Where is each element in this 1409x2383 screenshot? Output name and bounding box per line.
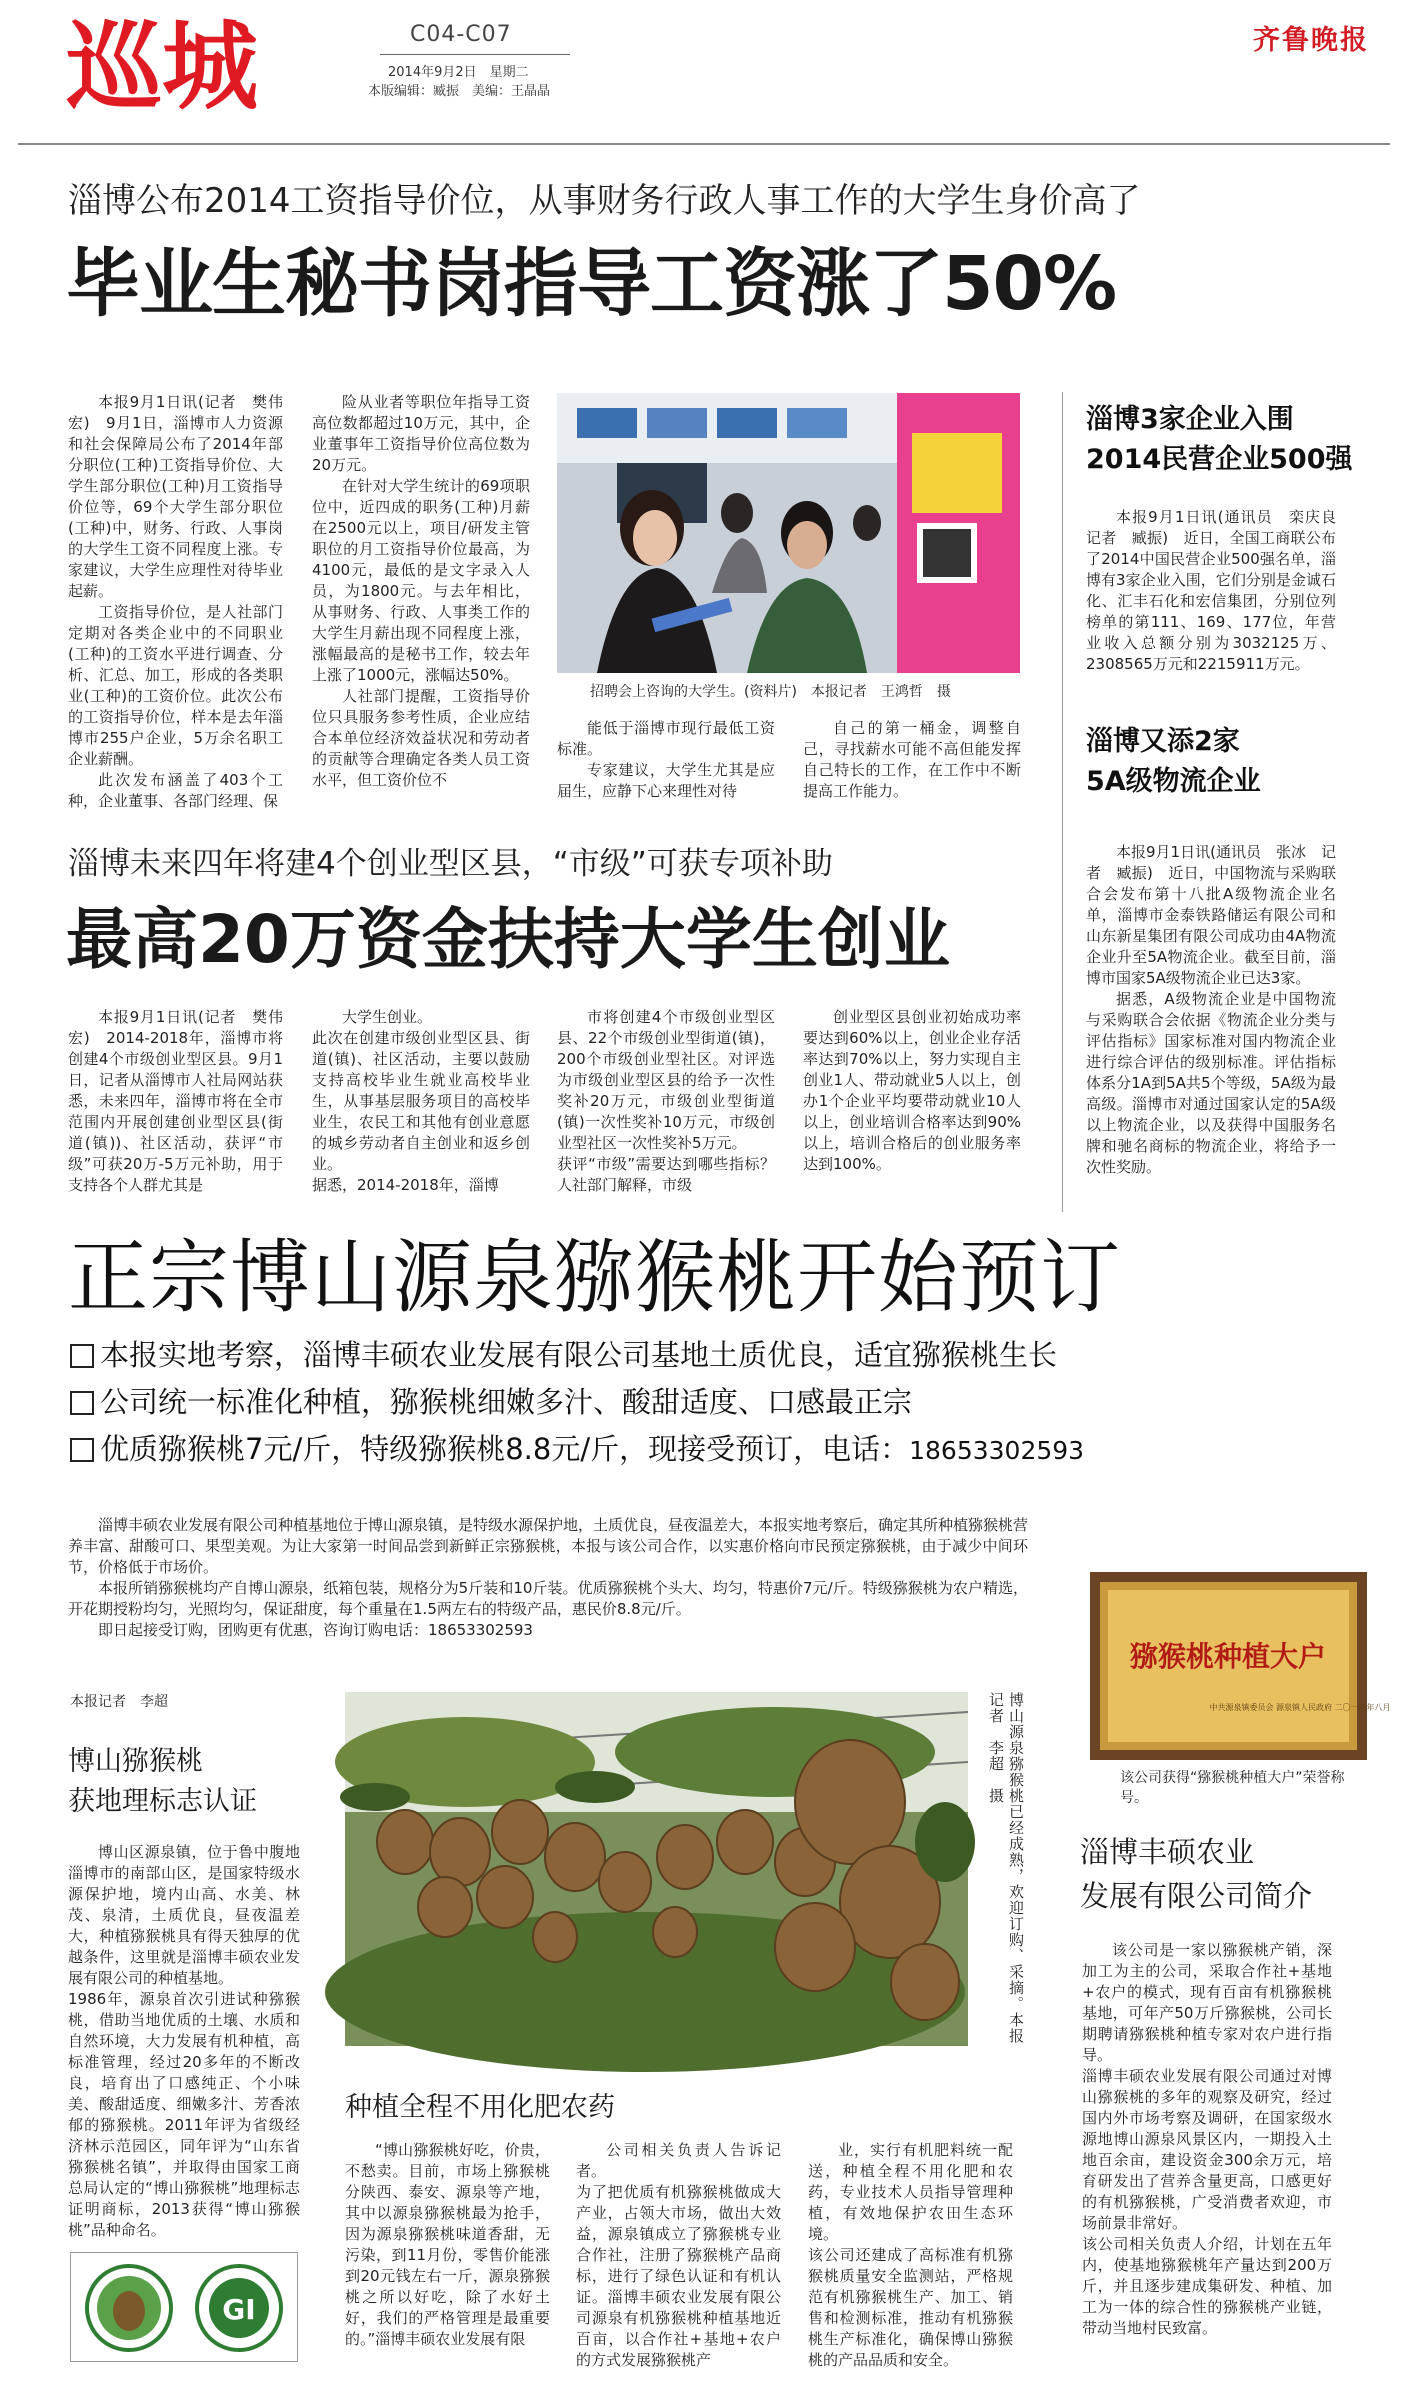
editors-line: 本版编辑：臧振 美编：王晶晶 xyxy=(368,84,551,99)
article2-col2: 大学生创业。 此次在创建市级创业型区县、街道(镇)、社区活动，主要以鼓励支持高校毕业生就业高校毕业生，从事基层服务项目的高校毕业生，农民工和其他有创业意愿的城乡劳动者自主创业和返乡创业。 据悉，2014-2018年，淄博 xyxy=(312,1008,530,1194)
svg-text:中共源泉镇委员会 源泉镇人民政府 二〇一四年八月: 中共源泉镇委员会 源泉镇人民政府 二〇一四年八月 xyxy=(1209,1703,1391,1712)
mid-title: 种植全程不用化肥农药 xyxy=(345,2092,615,2123)
kiwi-photo-vertical-caption: 博山源泉猕猴桃已经成熟，欢迎订购、采摘。本报记者 李超 摄 xyxy=(987,1692,1025,2044)
job-fair-photo xyxy=(557,393,1020,673)
article2-col3: 市将创建4个市级创业型区县、22个市级创业型街道(镇)，200个市级创业型社区。对评选为市级创业型区县的给予一次性奖补20万元，市级创业型街道(镇)一次性奖补10万元，市级创业型社区一次性奖补5万元。 获评“市级”需要达到哪些指标？人社部门解释，市级 xyxy=(557,1008,775,1194)
svg-text:猕猴桃种植大户: 猕猴桃种植大户 xyxy=(1129,1640,1327,1673)
article1-col3: 能低于淄博市现行最低工资标准。 专家建议，大学生尤其是应届生，应静下心来理性对待 xyxy=(557,719,775,800)
paper-name: 齐鲁晚报 xyxy=(1253,25,1369,56)
award-caption: 该公司获得“猕猴桃种植大户”荣誉称号。 xyxy=(1120,1770,1345,1806)
article1-col2: 险从业者等职位年指导工资高位数都超过10万元，其中，企业董事年工资指导价位高位数为20万元。 在针对大学生统计的69项职位中，近四成的职务(工种)月薪在2500元以上，项目/研发主管职位的月工资指导价位最高，为4100元，最低的是文字录入人员，为1800元。与去年相比，从事财务、行政、人事类工作的大学生月薪出现不同程度上涨，涨幅最高的是秘书工作，较去年上涨了1000元，涨幅达50%。 人社部门提醒，工资指导价位只具服务参考性质，企业应结合本单位经济效益状况和劳动者的贡献等合理确定各类人员工资水平，但工资价位不 xyxy=(312,393,530,789)
left-body: 博山区源泉镇，位于鲁中腹地淄博市的南部山区，是国家特级水源保护地，境内山高、水美、林茂、泉清，土质优良，昼夜温差大，种植猕猴桃具有得天独厚的优越条件，这里就是淄博丰硕农业发展有限公司的种植基地。 1986年，源泉首次引进试种猕猴桃，借助当地优质的土壤、水质和自然环境，大力发展有机种植，高标准管理，经过20多年的不断改良，培育出了口感纯正、个小味美、酸甜适度、细嫩多汁、芳香浓郁的猕猴桃。2011年评为省级经济林示范园区，同年评为“山东省猕猴桃名镇”，并取得由国家工商总局认定的“博山猕猴桃”地理标志证明商标，2013获得“博山猕猴桃”品种命名。 xyxy=(68,1843,300,2239)
mid-col1: “博山猕猴桃好吃，价贵，不愁卖。目前，市场上猕猴桃分陕西、泰安、源泉等产地，其中以源泉猕猴桃最为抢手，因为源泉猕猴桃味道香甜，无污染，到11月份，零售价能涨到20元钱左右一斤，源泉猕猴桃之所以好吃，除了水好土好，我们的严格管理是最重要的。”淄博丰硕农业发展有限 xyxy=(345,2141,550,2348)
promo-bullet-1: 本报实地考察，淄博丰硕农业发展有限公司基地土质优良，适宜猕猴桃生长 xyxy=(70,1333,1057,1377)
checkbox-square-icon xyxy=(70,1391,94,1415)
checkbox-square-icon xyxy=(70,1438,94,1462)
side1-body: 本报9月1日讯(通讯员 栾庆良 记者 臧振) 近日，全国工商联公布了2014中国民营企业500强名单，淄博有3家企业入围，它们分别是金诚石化、汇丰石化和宏信集团，分别位列榜单的第111、169、177位，年营业收入总额分别为3032125万、2308565万元和2215911万元。 xyxy=(1086,508,1352,673)
article2-headline: 最高20万资金扶持大学生创业 xyxy=(66,901,950,978)
promo-bullet-2: 公司统一标准化种植，猕猴桃细嫩多汁、酸甜适度、口感最正宗 xyxy=(70,1380,912,1424)
promo-bullet-3: 优质猕猴桃7元/斤，特级猕猴桃8.8元/斤，现接受预订，电话：18653302593 xyxy=(70,1427,1084,1473)
article1-col1: 本报9月1日讯(记者 樊伟宏) 9月1日，淄博市人力资源和社会保障局公布了2014年部分职位(工种)工资指导价位、大学生部分职位(工种)月工资指导价位等，69个大学生部分职位(工种)中，财务、行政、人事岗的大学生工资不同程度上涨。专家建议，大学生应理性对待毕业起薪。 工资指导价位，是人社部门定期对各类企业中的不同职业(工种)的工资水平进行调查、分析、汇总、加工，形成的各类职业(工种)的工资价位。此次公布的工资指导价位，样本是去年淄博市255户企业，5万余名职工企业薪酬。 此次发布涵盖了403个工种，企业董事、各部门经理、保 xyxy=(68,393,283,810)
side2-body: 本报9月1日讯(通讯员 张冰 记者 臧振) 近日，中国物流与采购联合会发布第十八批A级物流企业名单，淄博市金泰铁路储运有限公司和山东新星集团有限公司成功由4A物流企业升至5A物流企业。截至目前，淄博市国家5A级物流企业已达3家。 据悉，A级物流企业是中国物流与采购联合会依据《物流企业分类与评估指标》国家标准对国内物流企业进行综合评估的级别标准。评估指标体系分1A到5A共5个等级，5A级为最高级。淄博市对通过国家认定的5A级以上物流企业，以及获得中国服务名牌和驰名商标的物流企业，将给予一次性奖励。 xyxy=(1086,843,1336,1176)
page-range: C04-C07 xyxy=(410,22,512,47)
certification-badges xyxy=(70,2252,298,2362)
kiwi-orchard-photo xyxy=(345,1692,968,2046)
job-fair-photo-caption: 招聘会上咨询的大学生。(资料片) 本报记者 王鸿哲 摄 xyxy=(590,684,951,700)
order-phone: 18653302593 xyxy=(909,1436,1085,1465)
article2-kicker: 淄博未来四年将建4个创业型区县，“市级”可获专项补助 xyxy=(68,846,833,882)
side1-title: 淄博3家企业入围 2014民营企业500强 xyxy=(1086,404,1353,475)
svg-text:巡城: 巡城 xyxy=(66,11,258,123)
award-plaque-photo xyxy=(1090,1572,1391,1760)
mid-col3: 业，实行有机肥料统一配送，种植全程不用化肥和农药，专业技术人员指导管理种植，有效地保护农田生态环境。 该公司还建成了高标准有机猕猴桃质量安全监测站，严格规范有机猕猴桃生产、加工、销售和检测标准，推动有机猕猴桃生产标准化，确保博山猕猴桃的产品品质和安全。 xyxy=(808,2141,1013,2369)
article1-headline: 毕业生秘书岗指导工资涨了50% xyxy=(66,241,1117,327)
promo-reporter: 本报记者 李超 xyxy=(70,1694,168,1710)
section-logo xyxy=(66,8,316,123)
date-line: 2014年9月2日 星期二 xyxy=(388,65,529,80)
article2-col1: 本报9月1日讯(记者 樊伟宏) 2014-2018年，淄博市将创建4个市级创业型区县。9月1日，记者从淄博市人社局网站获悉，未来四年，淄博市将在全市范围内开展创建创业型区县(街道(镇))、社区活动，获评“市级”可获20万-5万元补助，用于支持各个人群尤其是 xyxy=(68,1008,283,1194)
promo-intro: 淄博丰硕农业发展有限公司种植基地位于博山源泉镇，是特级水源保护地，土质优良，昼夜温差大，本报实地考察后，确定其所种植猕猴桃营养丰富、甜酸可口、果型美观。为让大家第一时间品尝到新鲜正宗猕猴桃，本报与该公司合作，以实惠价格向市民预定猕猴桃，由于减少中间环节，价格低于市场价。 本报所销猕猴桃均产自博山源泉，纸箱包装，规格分为5斤装和10斤装。优质猕猴桃个头大、均匀，特惠价7元/斤。特级猕猴桃为农户精选，开花期授粉均匀，光照均匀，保证甜度，每个重量在1.5两左右的特级产品，惠民价8.8元/斤。 即日起接受订购，团购更有优惠，咨询订购电话：18653302593 xyxy=(68,1516,1029,1639)
left-title: 博山猕猴桃 获地理标志认证 xyxy=(68,1746,257,1817)
article2-col4: 创业型区县创业初始成功率要达到60%以上，创业企业存活率达到70%以上，努力实现自主创业1人、带动就业5人以上，创办1个企业平均要带动就业10人以上，创业培训合格率达到90%以上，培训合格后的创业服务率达到100%。 xyxy=(803,1008,1021,1173)
checkbox-square-icon xyxy=(70,1344,94,1368)
gi-badge-icon: GI xyxy=(222,2293,256,2326)
article1-col4: 自己的第一桶金，调整自己，寻找薪水可能不高但能发挥自己特长的工作，在工作中不断提高工作能力。 xyxy=(803,719,1021,800)
company-profile-title: 淄博丰硕农业 发展有限公司简介 xyxy=(1080,1835,1313,1913)
mid-col2: 公司相关负责人告诉记者。 为了把优质有机猕猴桃做成大产业，占领大市场，做出大效益，源泉镇成立了猕猴桃专业合作社，注册了猕猴桃产品商标，进行了绿色认证和有机认证。淄博丰硕农业发展有限公司源泉有机猕猴桃种植基地近百亩，以合作社+基地+农户的方式发展猕猴桃产 xyxy=(576,2141,781,2369)
side2-title: 淄博又添2家 5A级物流企业 xyxy=(1086,726,1261,797)
article1-kicker: 淄博公布2014工资指导价位，从事财务行政人事工作的大学生身价高了 xyxy=(68,181,1141,221)
company-profile-body: 该公司是一家以猕猴桃产销，深加工为主的公司，采取合作社+基地+农户的模式，现有百亩有机猕猴桃基地，可年产50万斤猕猴桃，公司长期聘请猕猴桃种植专家对农户进行指导。 淄博丰硕农业发展有限公司通过对博山猕猴桃的多年的观察及研究，经过国内外市场考察及调研，在国家级水源地博山源泉风景区内，一期投入土地百余亩，建设资金300余万元，培育研发出了营养含量更高，口感更好的有机猕猴桃，广受消费者欢迎，市场前景非常好。 该公司相关负责人介绍，计划在五年内，使基地猕猴桃年产量达到200万斤，并且逐步建成集研发、种植、加工为一体的综合性的猕猴桃产业链，带动当地村民致富。 xyxy=(1082,1941,1332,2337)
promo-headline: 正宗博山源泉猕猴桃开始预订 xyxy=(68,1231,1121,1324)
